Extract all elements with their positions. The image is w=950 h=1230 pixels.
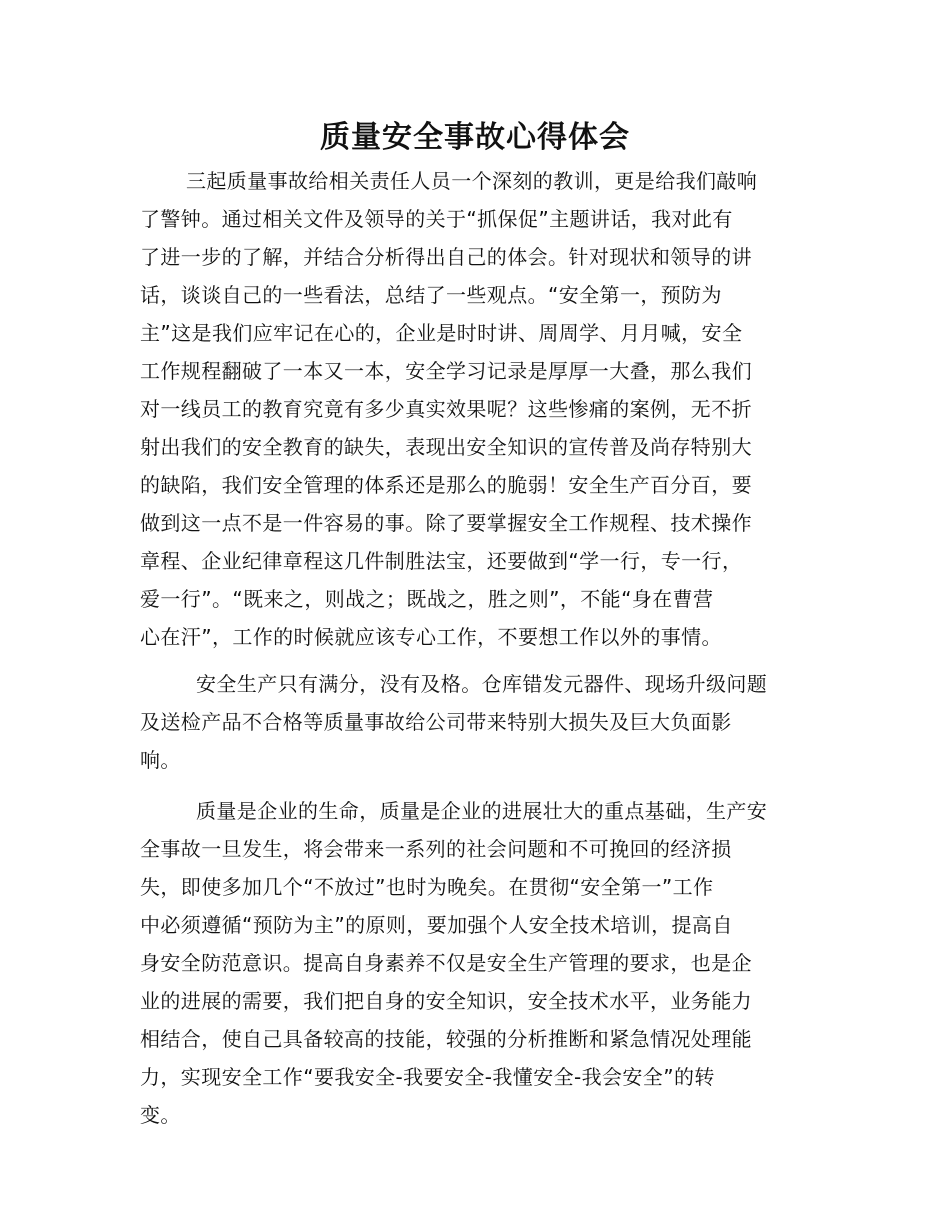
paragraph-line: 业的进展的需要，我们把自身的安全知识，安全技术水平，业务能力: [140, 989, 752, 1013]
paragraph-line: 身安全防范意识。提高自身素养不仅是安全生产管理的要求，也是企: [140, 951, 752, 975]
paragraph-line: 了进一步的了解，并结合分析得出自己的体会。针对现状和领导的讲: [140, 245, 752, 269]
paragraph-line: 爱一行”。“既来之，则战之；既战之，胜之则”，不能“身在曹营: [140, 587, 714, 611]
paragraph-line: 力，实现安全工作“要我安全-我要安全-我懂安全-我会安全”的转: [140, 1065, 715, 1089]
paragraph-line: 心在汗”，工作的时候就应该专心工作，不要想工作以外的事情。: [140, 625, 722, 649]
paragraph-line: 章程、企业纪律章程这几件制胜法宝，还要做到“学一行，专一行，: [140, 549, 743, 573]
paragraph-line: 话，谈谈自己的一些看法，总结了一些观点。“安全第一，预防为: [140, 283, 722, 307]
paragraph-line: 全事故一旦发生，将会带来一系列的社会问题和不可挽回的经济损: [140, 837, 732, 861]
paragraph-line: 主”这是我们应牢记在心的，企业是时时讲、周周学、月月喊，安全: [140, 321, 743, 345]
paragraph-line: 相结合，使自己具备较高的技能，较强的分析推断和紧急情况处理能: [140, 1027, 752, 1051]
paragraph-line: 中必须遵循“预防为主”的原则，要加强个人安全技术培训，提高自: [140, 913, 733, 937]
paragraph-line: 了警钟。通过相关文件及领导的关于“抓保促”主题讲话，我对此有: [140, 207, 733, 231]
paragraph-line: 质量是企业的生命，质量是企业的进展壮大的重点基础，生产安: [196, 799, 768, 823]
paragraph-line: 及送检产品不合格等质量事故给公司带来特别大损失及巨大负面影: [140, 710, 732, 734]
paragraph-line: 三起质量事故给相关责任人员一个深刻的教训，更是给我们敲响: [186, 169, 758, 193]
page-title: 质量安全事故心得体会: [320, 120, 630, 155]
paragraph-line: 射出我们的安全教育的缺失，表现出安全知识的宣传普及尚存特别大: [140, 435, 752, 459]
paragraph-line: 对一线员工的教育究竟有多少真实效果呢？这些惨痛的案例，无不折: [140, 397, 752, 421]
paragraph-line: 响。: [140, 748, 181, 772]
paragraph-line: 安全生产只有满分，没有及格。仓库错发元器件、现场升级问题: [196, 672, 768, 696]
paragraph-line: 做到这一点不是一件容易的事。除了要掌握安全工作规程、技术操作: [140, 511, 752, 535]
paragraph-line: 变。: [140, 1103, 181, 1127]
paragraph-line: 的缺陷，我们安全管理的体系还是那么的脆弱！安全生产百分百，要: [140, 473, 752, 497]
paragraph-line: 工作规程翻破了一本又一本，安全学习记录是厚厚一大叠，那么我们: [140, 359, 752, 383]
paragraph-line: 失，即使多加几个“不放过”也时为晚矣。在贯彻“安全第一”工作: [140, 875, 714, 899]
